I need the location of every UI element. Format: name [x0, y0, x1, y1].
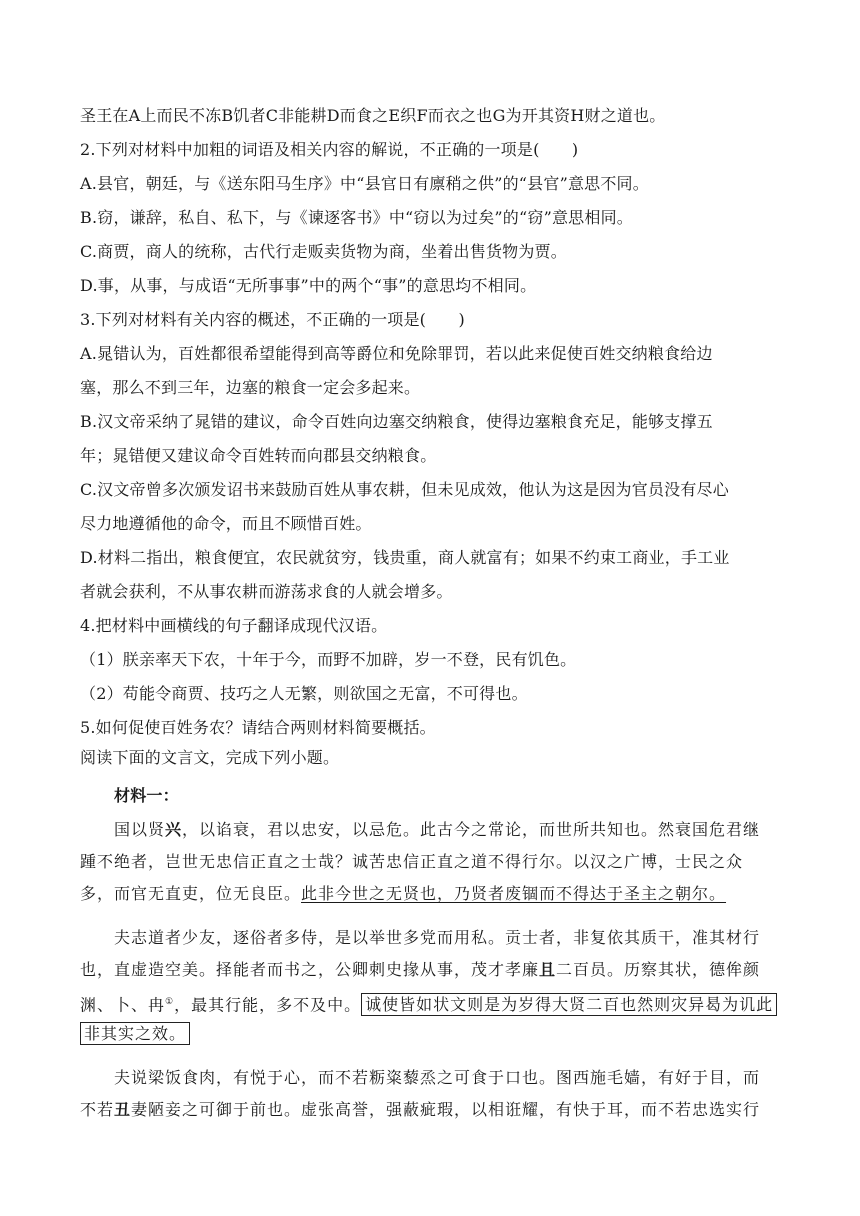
option-3d: D.材料二指出，粮食便宜，农民就贫穷，钱贵重，商人就富有；如果不约束工商业，手工业 — [80, 548, 730, 567]
underlined-sentence: 此非今世之无贤也，乃贤者废锢而不得达于圣主之朝尔。 — [301, 884, 727, 903]
text-span: 多，而官无直吏，位无良臣。 — [80, 884, 302, 903]
text-span: 也，直虚造空美。择能者而书之，公卿刺史掾从事，茂才孝廉 — [80, 960, 540, 979]
question-4: 4.把材料中画横线的句子翻译成现代汉语。 — [80, 616, 388, 635]
option-3d-cont: 者就会获利，不从事农耕而游荡求食的人就会增多。 — [80, 582, 453, 601]
text-span: ，以谄衰，君以忠安，以忌危。此古今之常论，而世所共知也。然衰国危君继 — [182, 820, 761, 839]
bold-word: 且 — [539, 960, 557, 979]
material-one-heading: 材料一： — [114, 786, 179, 805]
reading-instruction: 阅读下面的文言文，完成下列小题。 — [80, 748, 340, 767]
question-4-2: （2）苟能令商贾、技巧之人无繁，则欲国之无富，不可得也。 — [80, 684, 528, 703]
option-2b: B.窃，谦辞，私自、私下，与《谏逐客书》中“窃以为过矣”的“窃”意思相同。 — [80, 208, 633, 227]
option-3c-cont: 尽力地遵循他的命令，而且不顾惜百姓。 — [80, 514, 372, 533]
option-2d: D.事，从事，与成语“无所事事”中的两个“事”的意思均不相同。 — [80, 276, 537, 295]
text-span: 国以贤 — [114, 820, 166, 839]
question-4-1: （1）朕亲率天下农，十年于今，而野不加辟，岁一不登，民有饥色。 — [80, 650, 577, 669]
passage-line — [80, 992, 777, 1015]
passage-line — [80, 884, 726, 904]
text-span: 二百员。历察其状，德侔颜 — [556, 960, 761, 979]
bold-word: 丑 — [114, 1100, 132, 1119]
text-span: 妻陋妾之可御于前也。虚张高誉，强蔽疵瑕，以相诳耀，有快于耳，而不若忠选实行 — [131, 1100, 761, 1119]
text-span: 不若 — [80, 1100, 115, 1119]
passage-line — [80, 1024, 190, 1044]
passage-line: 踵不绝者，岂世无忠信正直之士哉？诚苦忠信正直之道不得行尔。以汉之广博，士民之众 — [80, 852, 744, 871]
question-2: 2.下列对材料中加粗的词语及相关内容的解说，不正确的一项是( ) — [80, 140, 579, 159]
option-3a-cont: 塞，那么不到三年，边塞的粮食一定会多起来。 — [80, 378, 421, 397]
passage-line — [114, 820, 760, 840]
option-2c: C.商贾，商人的统称，古代行走贩卖货物为商，坐着出售货物为贾。 — [80, 242, 567, 261]
text-line: 圣王在A上而民不冻B饥者C非能耕D而食之E织F而衣之也G为开其资H财之道也。 — [80, 106, 666, 125]
question-5: 5.如何促使百姓务农？请结合两则材料简要概括。 — [80, 718, 436, 737]
option-3b-cont: 年；晁错便又建议命令百姓转而向郡县交纳粮食。 — [80, 446, 437, 465]
passage-line — [80, 960, 760, 980]
boxed-sentence-cont: 非其实之效。 — [80, 1022, 190, 1045]
text-span: ，最其行能，多不及中。 — [174, 995, 362, 1015]
footnote-marker: ① — [165, 997, 175, 1007]
passage-line: 夫说梁饭食肉，有悦于心，而不若粝粢藜烝之可食于口也。图西施毛嫱，有好于目，而 — [114, 1068, 761, 1087]
option-3b: B.汉文帝采纳了晁错的建议，命令百姓向边塞交纳粮食，使得边塞粮食充足，能够支撑五 — [80, 412, 713, 431]
boxed-sentence: 诚使皆如状文则是为岁得大贤二百也然则灾异曷为讥此 — [361, 993, 777, 1016]
option-3c: C.汉文帝曾多次颁发诏书来鼓励百姓从事农耕，但未见成效，他认为这是因为官员没有尽心 — [80, 480, 729, 499]
passage-line — [80, 1100, 760, 1120]
question-3: 3.下列对材料有关内容的概述，不正确的一项是( ) — [80, 310, 465, 329]
text-span: 渊、卜、冉 — [80, 995, 166, 1015]
option-2a: A.县官，朝廷，与《送东阳马生序》中“县官日有廪稍之供”的“县官”意思不同。 — [80, 174, 649, 193]
passage-line: 夫志道者少友，逐俗者多侍，是以举世多党而用私。贡士者，非复依其质干，准其材行 — [114, 928, 761, 947]
option-3a: A.晁错认为，百姓都很希望能得到高等爵位和免除罪罚，若以此来促使百姓交纳粮食给边 — [80, 344, 713, 363]
bold-word: 兴 — [165, 820, 183, 839]
